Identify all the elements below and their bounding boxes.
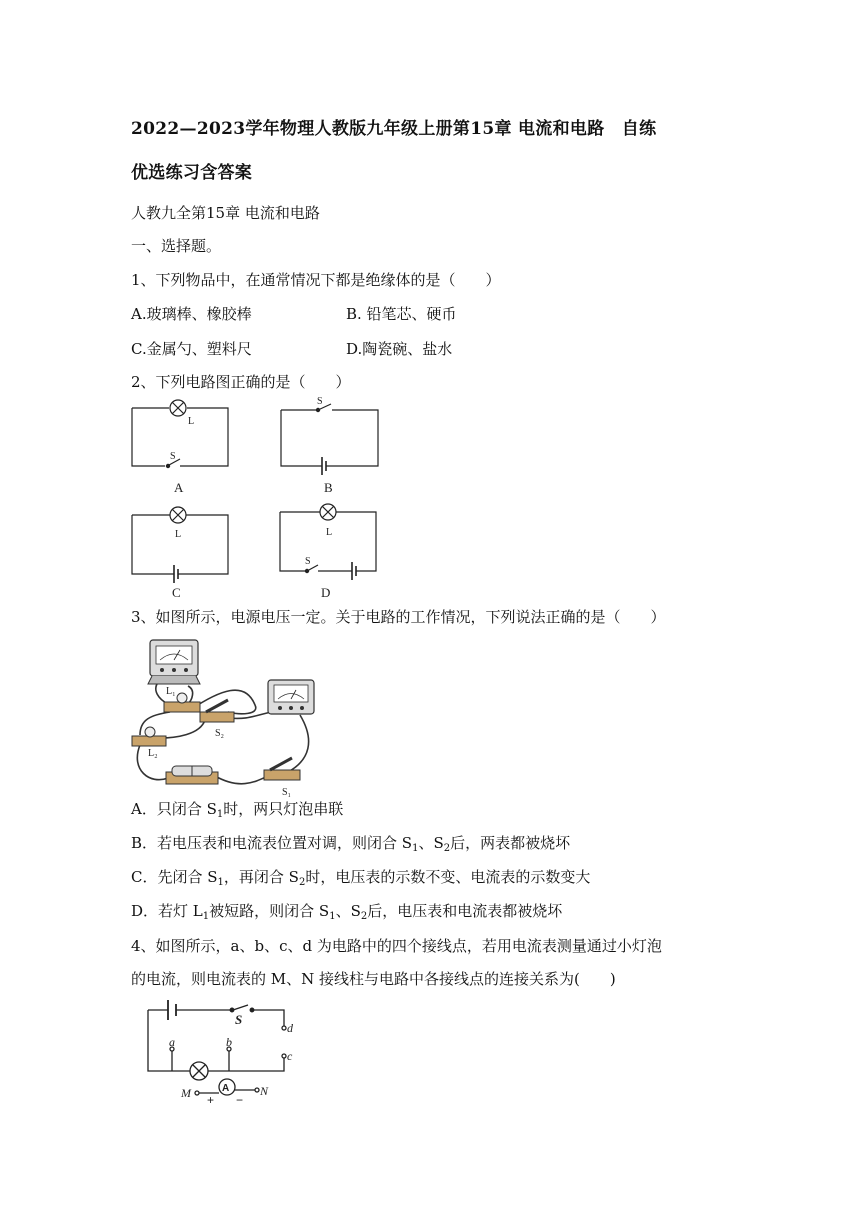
doc-title-line2: 优选练习含答案 (131, 163, 253, 183)
q1-option-b: B. 铅笔芯、硬币 (346, 305, 457, 323)
q2-caption-d: D (321, 585, 331, 600)
q4-stem-line2: 的电流，则电流表的 M、N 接线柱与电路中各接线点的连接关系为( ) (131, 970, 616, 988)
q2-stem: 2、下列电路图正确的是（ ） (131, 373, 351, 391)
q2-caption-a: A (174, 480, 184, 495)
q3-stem: 3、如图所示，电源电压一定。关于电路的工作情况，下列说法正确的是（ ） (131, 608, 666, 626)
q4-ammeter-label: A (222, 1083, 230, 1094)
q3-label-s1: S₁ (282, 787, 292, 798)
q4-label-m: M (181, 1086, 191, 1100)
q3-label-s2: S₂ (215, 728, 225, 739)
q4-label-s: S (235, 1012, 243, 1027)
q1-option-a: A.玻璃棒、橡胶棒 (131, 305, 252, 323)
q1-option-d: D.陶瓷碗、盐水 (346, 340, 453, 358)
q4-label-c: c (287, 1049, 293, 1063)
q4-plus-terminal: + (207, 1093, 215, 1107)
q3-label-l1: L₁ (166, 686, 176, 697)
q4-stem-line1: 4、如图所示，a、b、c、d 为电路中的四个接线点，若用电流表测量通过小灯泡 (131, 937, 662, 955)
q3-option-d: D．若灯 $L_1$被短路，则闭合 $S_1$、$S_2$后，电压表和电流表都被烧坏 (131, 902, 563, 922)
section-heading: 一、选择题。 (131, 237, 222, 255)
q3-label-l2: L₂ (148, 748, 158, 759)
q4-label-b: b (226, 1035, 232, 1049)
q2-label-l-a: L (188, 416, 195, 427)
doc-title-line1: 2022—2023学年物理人教版九年级上册第15章 电流和电路 自练 (131, 119, 657, 139)
q2-label-l-c: L (175, 529, 182, 540)
q1-option-c: C.金属勺、塑料尺 (131, 340, 252, 358)
q4-label-d: d (287, 1021, 293, 1035)
q2-label-s-d: S (305, 556, 311, 567)
q1-stem: 1、下列物品中，在通常情况下都是绝缘体的是（ ） (131, 271, 501, 289)
q4-label-n: N (260, 1084, 269, 1098)
q2-label-s-b: S (317, 396, 323, 407)
q4-minus-terminal: − (236, 1093, 244, 1107)
q2-caption-c: C (172, 585, 181, 600)
q3-option-a: A．只闭合 $S_1$时，两只灯泡串联 (131, 800, 344, 820)
chapter-heading: 人教九全第15章 电流和电路 (131, 204, 320, 222)
q2-label-s-a: S (170, 451, 176, 462)
q3-option-b: B．若电压表和电流表位置对调，则闭合 $S_1$、$S_2$后，两表都被烧坏 (131, 834, 571, 854)
q2-label-l-d: L (326, 527, 333, 538)
q4-label-a: a (169, 1035, 175, 1049)
q3-option-c: C．先闭合 $S_1$，再闭合 $S_2$时，电压表的示数不变、电流表的示数变大 (131, 868, 591, 888)
q2-caption-b: B (324, 480, 333, 495)
